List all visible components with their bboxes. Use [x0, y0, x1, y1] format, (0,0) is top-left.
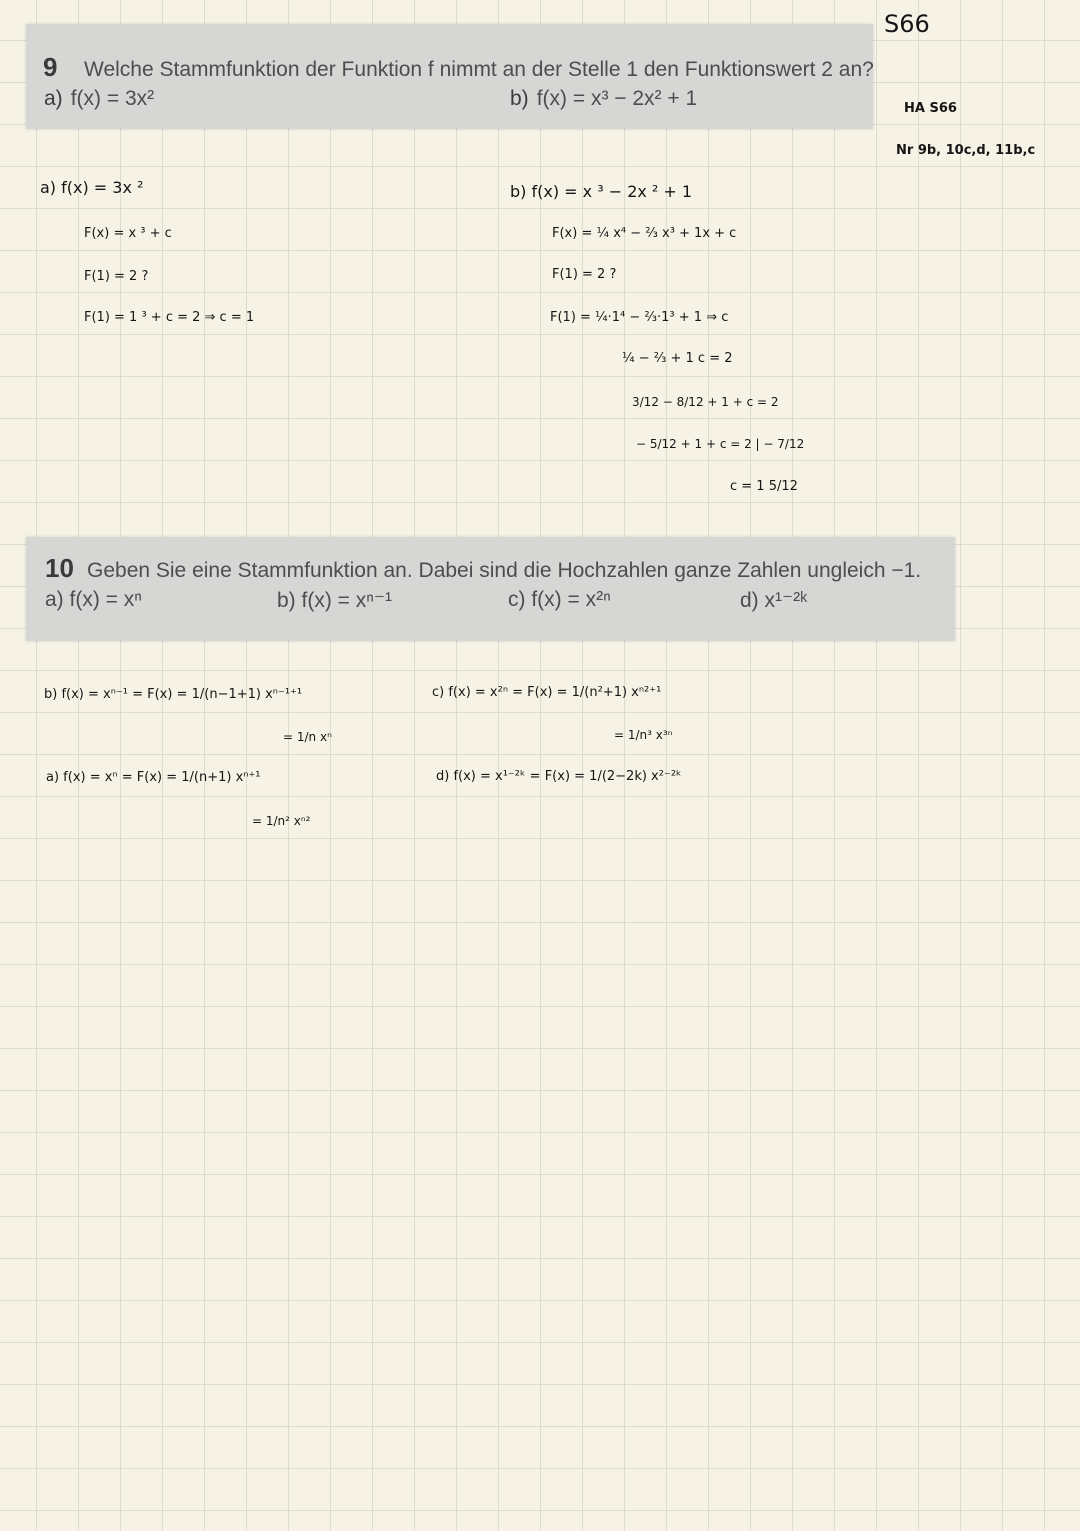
- note-9a-line4: F(1) = 1 ³ + c = 2 ⇒ c = 1: [84, 310, 255, 325]
- task-10c: c) f(x) = x²ⁿ: [508, 588, 611, 611]
- task-9-number: 9: [43, 52, 58, 82]
- note-9b-line3: F(1) = 2 ?: [552, 267, 617, 282]
- task-9a-expr: f(x) = 3x²: [70, 87, 155, 110]
- note-9b-line4: F(1) = ¼·1⁴ − ⅔·1³ + 1 ⇒ c: [550, 310, 729, 325]
- task-10a: a) f(x) = xⁿ: [45, 588, 142, 611]
- task-9-box: [26, 24, 873, 129]
- note-9a-line2: F(x) = x ³ + c: [84, 226, 172, 241]
- task-10b: b) f(x) = xⁿ⁻¹: [277, 589, 392, 612]
- task-10-question: Geben Sie eine Stammfunktion an. Dabei sind die Hochzahlen ganze Zahlen ungleich −1.: [87, 559, 922, 582]
- note-10c-line1: c) f(x) = x²ⁿ = F(x) = 1/(n²+1) xⁿ²⁺¹: [432, 685, 662, 700]
- note-10c-line2: = 1/n³ x³ⁿ: [614, 728, 673, 742]
- note-10d-line1: d) f(x) = x¹⁻²ᵏ = F(x) = 1/(2−2k) x²⁻²ᵏ: [436, 769, 682, 784]
- note-9a-line1: a) f(x) = 3x ²: [40, 178, 144, 197]
- note-10b-line2: = 1/n xⁿ: [283, 730, 332, 744]
- homework-note: HA S66: [904, 101, 957, 116]
- page-reference: S66: [884, 10, 930, 38]
- task-9a-label: a): [44, 87, 63, 110]
- note-10a-line1: a) f(x) = xⁿ = F(x) = 1/(n+1) xⁿ⁺¹: [46, 770, 261, 785]
- note-10a-line2: = 1/n² xⁿ²: [252, 814, 311, 828]
- note-9b-line5: ¼ − ⅔ + 1 c = 2: [622, 351, 733, 366]
- task-9b-expr: f(x) = x³ − 2x² + 1: [536, 87, 698, 110]
- task-9-question: Welche Stammfunktion der Funktion f nimmt an der Stelle 1 den Funktionswert 2 an?: [84, 58, 874, 81]
- note-9b-line1: b) f(x) = x ³ − 2x ² + 1: [510, 182, 693, 201]
- homework-numbers: Nr 9b, 10c,d, 11b,c: [896, 143, 1036, 158]
- task-9b: [510, 87, 697, 111]
- note-9a-line3: F(1) = 2 ?: [84, 269, 149, 284]
- task-10-number: 10: [45, 553, 74, 583]
- note-9b-line7: − 5/12 + 1 + c = 2 | − 7/12: [636, 437, 805, 451]
- note-10b-line1: b) f(x) = xⁿ⁻¹ = F(x) = 1/(n−1+1) xⁿ⁻¹⁺¹: [44, 687, 303, 702]
- note-9b-line6: 3/12 − 8/12 + 1 + c = 2: [632, 395, 779, 409]
- task-9b-label: b): [510, 87, 529, 110]
- note-9b-line2: F(x) = ¼ x⁴ − ⅔ x³ + 1x + c: [552, 226, 737, 241]
- task-9a: [44, 87, 154, 111]
- note-9b-line8: c = 1 5/12: [730, 479, 798, 494]
- task-10d: d) x¹⁻²ᵏ: [740, 589, 808, 612]
- task-10-box: [26, 537, 955, 641]
